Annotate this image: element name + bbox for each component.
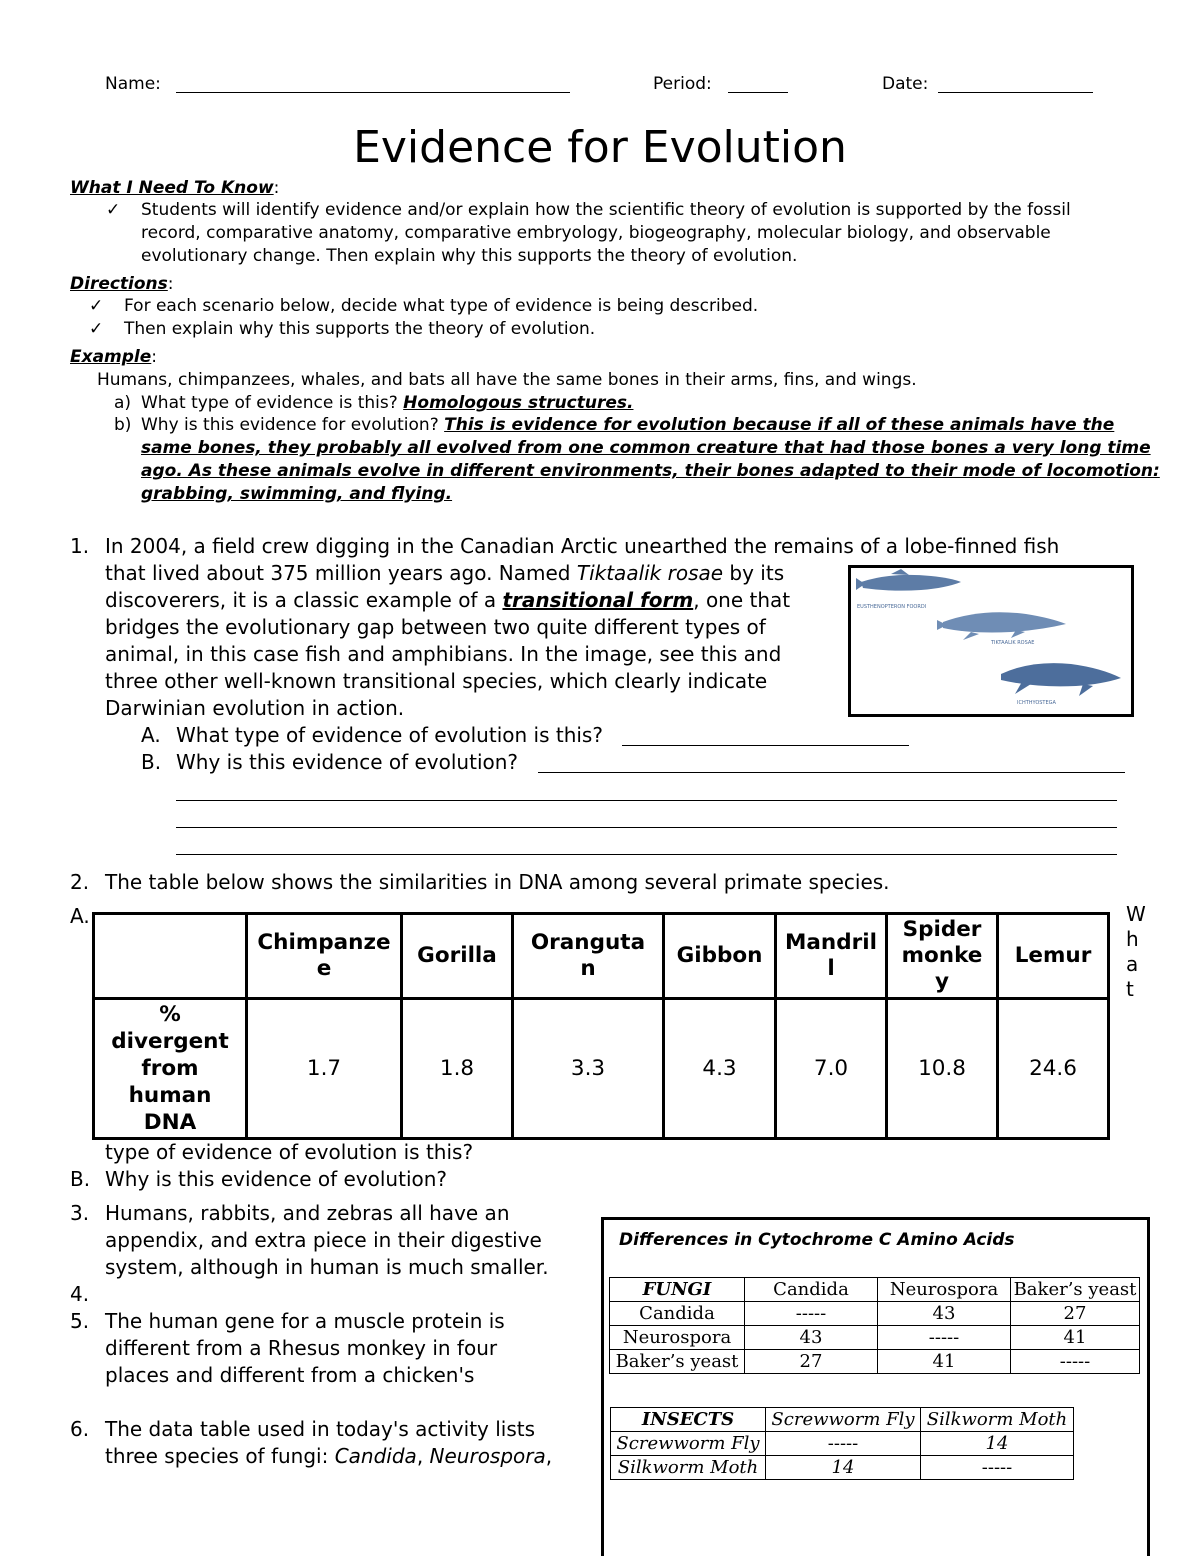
q1-line4: bridges the evolutionary gap between two quite different types of (105, 615, 766, 639)
example-a-label: a) (114, 393, 132, 413)
table-cell-value: 7.0 (776, 999, 887, 1139)
q2-b-question: Why is this evidence of evolution? (105, 1167, 448, 1191)
species-header: Spider monke y (887, 914, 998, 999)
q5-line2: different from a Rhesus monkey in four (105, 1336, 498, 1360)
cytochrome-box (601, 1217, 1150, 1556)
q1-line7: Darwinian evolution in action. (105, 696, 405, 720)
fossil-illustration (851, 568, 1131, 714)
q6-line1: The data table used in today's activity lists (105, 1417, 536, 1441)
period-blank[interactable] (728, 92, 788, 93)
need-to-know-line1: Students will identify evidence and/or explain how the scientific theory of evolution is supported by the fossil (141, 200, 1071, 220)
fungi-cell: 43 (878, 1302, 1011, 1326)
species-header: Mandril l (776, 914, 887, 999)
table-row (611, 1432, 1074, 1456)
table-row (610, 1302, 1140, 1326)
q1-b-answer-blank[interactable] (538, 772, 1125, 773)
table-corner-cell (94, 914, 247, 999)
tiktaalik-drawing (943, 612, 1066, 632)
fungi-cell: ----- (878, 1326, 1011, 1350)
name-blank[interactable] (176, 92, 570, 93)
table-cell-value: 1.7 (247, 999, 402, 1139)
q2-b-label: B. (70, 1167, 91, 1191)
insects-cell: ----- (766, 1432, 921, 1456)
species-header: Gorilla (402, 914, 513, 999)
fungi-cell: 43 (745, 1326, 878, 1350)
fungi-cell: 27 (1011, 1302, 1140, 1326)
need-to-know-line2: record, comparative anatomy, comparative embryology, biogeography, molecular biology, and observable (141, 223, 1051, 243)
row-label: % divergent from human DNA (94, 999, 247, 1139)
q3-line2: appendix, and extra piece in their digestive (105, 1228, 542, 1252)
name-field: Name: (105, 74, 161, 94)
insects-header-row (611, 1408, 1074, 1432)
q2-number: 2. (70, 870, 90, 894)
insects-header-cell: Silkworm Moth (921, 1408, 1074, 1432)
insects-cell: Silkworm Moth (611, 1456, 766, 1480)
need-to-know-heading: What I Need To Know: (70, 178, 280, 198)
insects-cell: ----- (921, 1456, 1074, 1480)
check-icon: ✓ (89, 296, 104, 316)
example-b-answer-1: This is evidence for evolution because if all of these animals have the (444, 415, 1115, 435)
fungi-cell: ----- (1011, 1350, 1140, 1374)
page-title: Evidence for Evolution (353, 122, 847, 173)
q1-line1: In 2004, a field crew digging in the Canadian Arctic unearthed the remains of a lobe-finned fish (105, 534, 1060, 558)
directions-item2: Then explain why this supports the theory of evolution. (124, 319, 596, 339)
insects-header-cell: Screwworm Fly (766, 1408, 921, 1432)
table-row (94, 999, 1109, 1139)
fungi-header-cell: Candida (745, 1278, 878, 1302)
fungi-table (609, 1277, 1140, 1374)
fungi-cell: 27 (745, 1350, 878, 1374)
insects-header-cell: INSECTS (611, 1408, 766, 1432)
table-cell-value: 10.8 (887, 999, 998, 1139)
q3-line1: Humans, rabbits, and zebras all have an (105, 1201, 510, 1225)
fungi-cell: 41 (878, 1350, 1011, 1374)
fungi-cell: ----- (745, 1302, 878, 1326)
check-icon: ✓ (89, 319, 104, 339)
table-cell-value: 3.3 (513, 999, 664, 1139)
fungi-header-cell: Baker’s yeast (1011, 1278, 1140, 1302)
fungi-cell: 41 (1011, 1326, 1140, 1350)
fungi-cell: Baker’s yeast (610, 1350, 745, 1374)
check-icon: ✓ (106, 200, 121, 220)
q5-line1: The human gene for a muscle protein is (105, 1309, 505, 1333)
example-b-answer-3: ago. As these animals evolve in different environments, their bones adapted to their mode of locomotion: (141, 461, 1160, 481)
example-b-label: b) (114, 415, 132, 435)
q4-number: 4. (70, 1282, 90, 1306)
q1-b-label: B. (141, 750, 162, 774)
table-cell-value: 1.8 (402, 999, 513, 1139)
directions-item1: For each scenario below, decide what type of evidence is being described. (124, 296, 759, 316)
q1-line3: discoverers, it is a classic example of a transitional form, one that (105, 588, 791, 612)
fossil-label-3: ICHTHYOSTEGA (1017, 700, 1056, 706)
q1-a-label: A. (141, 723, 161, 747)
q5-line3: places and different from a chicken's (105, 1363, 475, 1387)
fungi-cell: Neurospora (610, 1326, 745, 1350)
q5-number: 5. (70, 1309, 90, 1333)
q2-a-question-side: W h a t (1126, 902, 1146, 1001)
date-blank[interactable] (938, 92, 1093, 93)
q3-number: 3. (70, 1201, 90, 1225)
need-to-know-line3: evolutionary change. Then explain why this supports the theory of evolution. (141, 246, 798, 266)
q2-text: The table below shows the similarities in DNA among several primate species. (105, 870, 890, 894)
example-intro: Humans, chimpanzees, whales, and bats all have the same bones in their arms, fins, and wings. (97, 370, 917, 390)
fungi-header-cell: FUNGI (610, 1278, 745, 1302)
example-b-answer-4: grabbing, swimming, and flying. (141, 484, 453, 504)
insects-cell: 14 (766, 1456, 921, 1480)
transitional-species-image (848, 565, 1134, 717)
insects-cell: 14 (921, 1432, 1074, 1456)
table-cell-value: 4.3 (664, 999, 776, 1139)
example-a-answer: Homologous structures. (403, 393, 634, 413)
q2-a-question-rest: type of evidence of evolution is this? (105, 1140, 474, 1164)
dna-divergence-table (92, 912, 1110, 1140)
eusthenopteron-drawing (861, 575, 961, 591)
example-a: What type of evidence is this? Homologous structures. (141, 393, 634, 413)
q1-b-question: Why is this evidence of evolution? (176, 750, 519, 774)
species-header: Gibbon (664, 914, 776, 999)
q1-b-answer-blank[interactable] (176, 800, 1117, 801)
q1-a-answer-blank[interactable] (622, 745, 909, 746)
date-field: Date: (882, 74, 929, 94)
fossil-label-2: TIKTAALIK ROSAE (991, 640, 1035, 646)
table-row (610, 1326, 1140, 1350)
cytochrome-title: Differences in Cytochrome C Amino Acids (619, 1230, 1015, 1250)
q1-line5: animal, in this case fish and amphibians. In the image, see this and (105, 642, 782, 666)
species-header: Lemur (998, 914, 1109, 999)
table-row (610, 1350, 1140, 1374)
q1-a-question: What type of evidence of evolution is this? (176, 723, 603, 747)
table-row (611, 1456, 1074, 1480)
insects-cell: Screwworm Fly (611, 1432, 766, 1456)
q1-b-answer-blank[interactable] (176, 827, 1117, 828)
q6-line2: three species of fungi: Candida, Neurospora, (105, 1444, 553, 1468)
table-cell-value: 24.6 (998, 999, 1109, 1139)
fungi-cell: Candida (610, 1302, 745, 1326)
fungi-header-cell: Neurospora (878, 1278, 1011, 1302)
q2-a-label: A. (70, 904, 90, 928)
table-header-row (94, 914, 1109, 999)
q1-b-answer-blank[interactable] (176, 854, 1117, 855)
example-heading: Example: (70, 347, 158, 367)
fossil-label-1: EUSTHENOPTERON FOORDI (857, 604, 927, 610)
q3-line3: system, although in human is much smaller. (105, 1255, 549, 1279)
ichthyostega-drawing (1001, 663, 1121, 686)
example-b: Why is this evidence for evolution? This is evidence for evolution because if all of these animals have the (141, 415, 1115, 435)
species-header: Chimpanze e (247, 914, 402, 999)
example-b-answer-2: same bones, they probably all evolved from one common creature that had those bones a very long time (141, 438, 1151, 458)
directions-heading: Directions: (70, 274, 174, 294)
species-header: Oranguta n (513, 914, 664, 999)
period-field: Period: (653, 74, 712, 94)
insects-table (610, 1407, 1074, 1480)
q1-number: 1. (70, 534, 90, 558)
q1-line6: three other well-known transitional species, which clearly indicate (105, 669, 768, 693)
q1-line2: that lived about 375 million years ago. Named Tiktaalik rosae by its (105, 561, 785, 585)
fungi-header-row (610, 1278, 1140, 1302)
q6-number: 6. (70, 1417, 90, 1441)
